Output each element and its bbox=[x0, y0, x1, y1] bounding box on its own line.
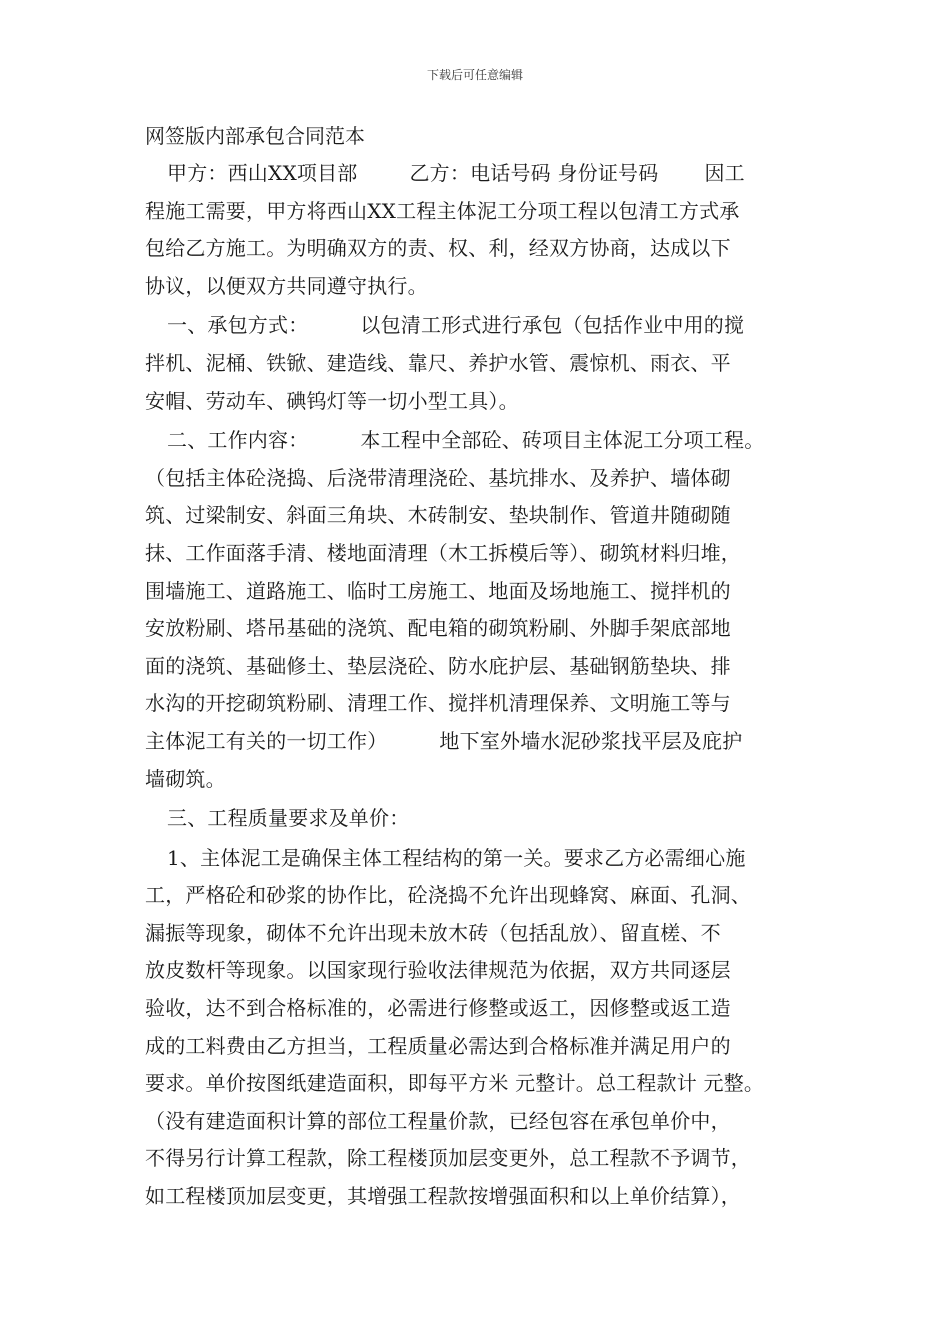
paragraph-line: 放皮数杆等现象。以国家现行验收法律规范为依据，双方共同逐层 bbox=[145, 958, 731, 983]
paragraph-line: 抹、工作面落手清、楼地面清理（木工拆模后等）、砌筑材料归堆， bbox=[145, 540, 741, 565]
text-fragment: 以包清工形式进行承包（包括作业中用的搅 bbox=[360, 313, 745, 338]
text-fragment: 地下室外墙水泥砂浆找平层及庇护 bbox=[439, 728, 743, 753]
text-fragment: 主体泥工有关的一切工作） bbox=[145, 728, 388, 753]
paragraph-line: 1、主体泥工是确保主体工程结构的第一关。要求乙方必需细心施 bbox=[167, 845, 746, 870]
paragraph-line: 成的工料费由乙方担当，工程质量必需达到合格标准并满足用户的 bbox=[145, 1033, 731, 1058]
paragraph-line: 围墙施工、道路施工、临时工房施工、地面及场地施工、搅拌机的 bbox=[145, 578, 731, 603]
party-b: 乙方：电话号码 身份证号码 bbox=[409, 161, 659, 185]
paragraph-line: （包括主体砼浇捣、后浇带清理浇砼、基坑排水、及养护、墙体砌 bbox=[145, 465, 731, 490]
paragraph-line: 安放粉刷、塔吊基础的浇筑、配电箱的砌筑粉刷、外脚手架底部地 bbox=[145, 616, 731, 641]
paragraph-line: 拌机、泥桶、铁锨、建造线、靠尺、养护水管、震惊机、雨衣、平 bbox=[145, 350, 731, 375]
paragraph-line: （没有建造面积计算的部位工程量价款，已经包容在承包单价中， bbox=[145, 1108, 731, 1133]
text-fragment: 因工 bbox=[704, 161, 745, 185]
paragraph-line bbox=[145, 723, 825, 761]
header-note: 下载后可任意编辑 bbox=[426, 68, 523, 82]
paragraph-line: 漏振等现象，砌体不允许出现未放木砖（包括乱放）、留直槎、不 bbox=[145, 920, 721, 945]
section-heading-line bbox=[145, 422, 825, 460]
paragraph-line: 筑、过梁制安、斜面三角块、木砖制安、垫块制作、管道井随砌随 bbox=[145, 503, 731, 528]
paragraph-line: 验收，达不到合格标准的，必需进行修整或返工，因修整或返工造 bbox=[145, 996, 731, 1021]
text-fragment: 本工程中全部砼、砖项目主体泥工分项工程。 bbox=[360, 428, 765, 453]
paragraph-line: 水沟的开挖砌筑粉刷、清理工作、搅拌机清理保养、文明施工等与 bbox=[145, 691, 731, 716]
paragraph-line: 包给乙方施工。为明确双方的责、权、利，经双方协商，达成以下 bbox=[145, 236, 731, 261]
paragraph-line: 要求。单价按图纸建造面积，即每平方米 元整计。总工程款计 元整。 bbox=[145, 1071, 765, 1096]
paragraph-line: 面的浇筑、基础修土、垫层浇砼、防水庇护层、基础钢筋垫块、排 bbox=[145, 653, 731, 678]
document-body bbox=[145, 118, 825, 1216]
section-heading-line bbox=[145, 307, 825, 345]
paragraph-line: 安帽、劳动车、碘钨灯等一切小型工具）。 bbox=[145, 388, 519, 413]
section-heading: 三、工程质量要求及单价： bbox=[167, 806, 410, 831]
paragraph-line: 如工程楼顶加层变更，其增强工程款按增强面积和以上单价结算）， bbox=[145, 1184, 741, 1209]
paragraph-line bbox=[145, 155, 825, 193]
paragraph-line: 墙砌筑。 bbox=[145, 766, 226, 791]
section-heading: 一、承包方式： bbox=[167, 313, 309, 338]
paragraph-line: 程施工需要，甲方将西山XX工程主体泥工分项工程以包清工方式承 bbox=[145, 198, 740, 223]
section-heading: 二、工作内容： bbox=[167, 428, 309, 453]
party-a: 甲方：西山XX项目部 bbox=[167, 161, 358, 185]
paragraph-line: 不得另行计算工程款，除工程楼顶加层变更外，总工程款不予调节， bbox=[145, 1146, 751, 1171]
document-title: 网签版内部承包合同范本 bbox=[145, 124, 365, 148]
paragraph-line: 工，严格砼和砂浆的协作比，砼浇捣不允许出现蜂窝、麻面、孔洞、 bbox=[145, 883, 751, 908]
paragraph-line: 协议，以便双方共同遵守执行。 bbox=[145, 273, 428, 298]
